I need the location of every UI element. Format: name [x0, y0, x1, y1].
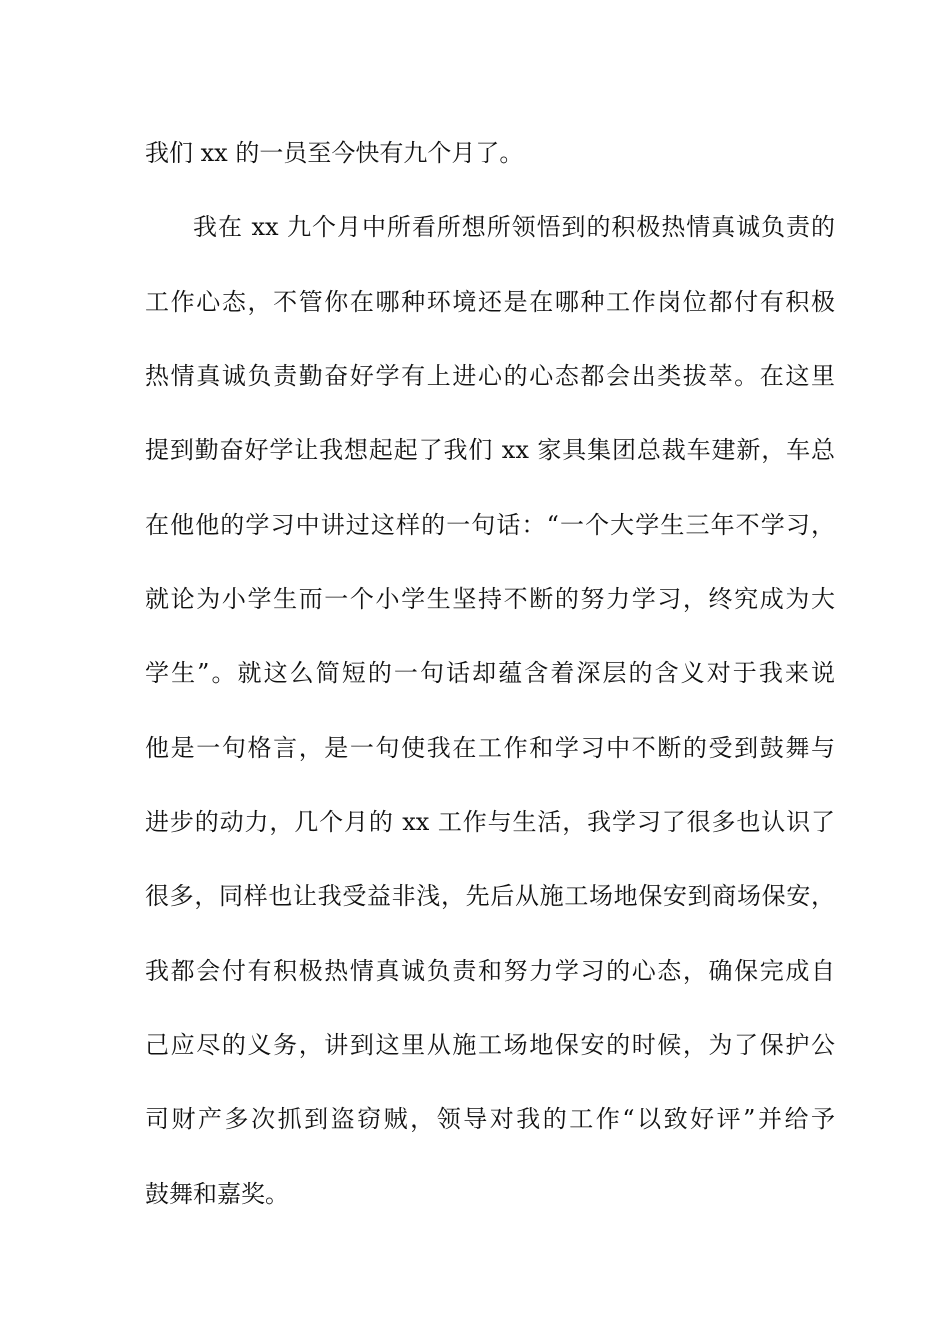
- text-line: 他是一句格言，是一句使我在工作和学习中不断的受到鼓舞与: [145, 734, 835, 762]
- text-line: 在他他的学习中讲过这样的一句话：“一个大学生三年不学习，: [145, 511, 835, 539]
- text-line: 很多，同样也让我受益非浅，先后从施工场地保安到商场保安，: [145, 882, 835, 910]
- text-line: 热情真诚负责勤奋好学有上进心的心态都会出类拔萃。在这里: [145, 362, 835, 390]
- text-line: 就论为小学生而一个小学生坚持不断的努力学习，终究成为大: [145, 585, 835, 613]
- text-line: 我都会付有积极热情真诚负责和努力学习的心态，确保完成自: [145, 957, 835, 985]
- text-line: 学生”。就这么简短的一句话却蕴含着深层的含义对于我来说: [145, 659, 835, 687]
- text-line: 司财产多次抓到盗窃贼，领导对我的工作“以致好评”并给予: [145, 1105, 835, 1133]
- text-line: 提到勤奋好学让我想起起了我们 xx 家具集团总裁车建新，车总: [145, 436, 835, 464]
- text-line: 己应尽的义务，讲到这里从施工场地保安的时候，为了保护公: [145, 1031, 835, 1059]
- text-line: 我在 xx 九个月中所看所想所领悟到的积极热情真诚负责的: [193, 213, 835, 241]
- text-line: 鼓舞和嘉奖。: [145, 1180, 289, 1208]
- text-line: 我们 xx 的一员至今快有九个月了。: [145, 139, 524, 167]
- text-line: 进步的动力，几个月的 xx 工作与生活，我学习了很多也认识了: [145, 808, 835, 836]
- text-line: 工作心态，不管你在哪种环境还是在哪种工作岗位都付有积极: [145, 288, 835, 316]
